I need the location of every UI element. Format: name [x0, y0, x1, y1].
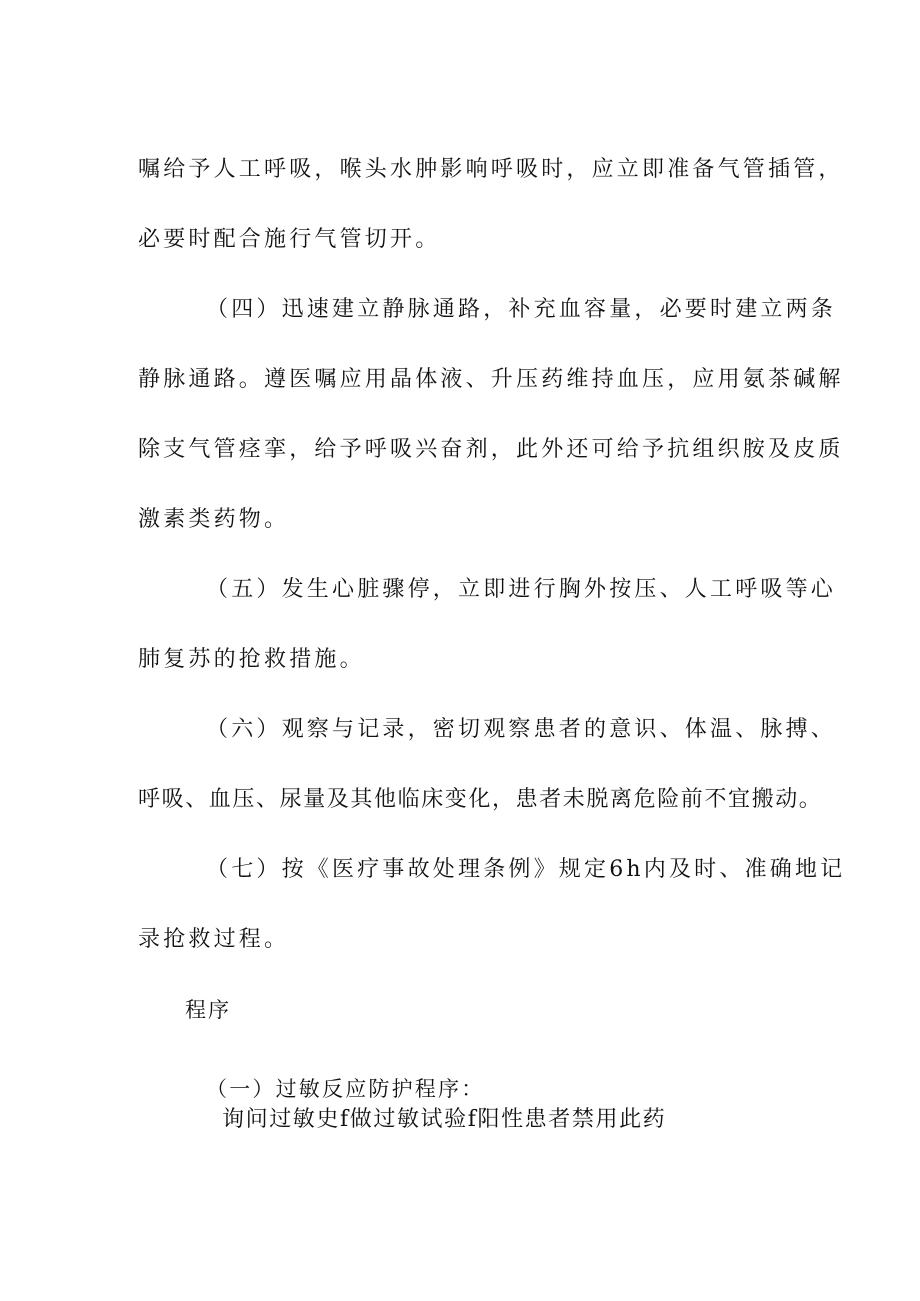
section-heading: 程序	[185, 998, 231, 1022]
text-line: （四）迅速建立静脉通路，补充血容量，必要时建立两条	[206, 297, 837, 322]
text-line: （五）发生心脏骤停，立即进行胸外按压、人工呼吸等心	[206, 577, 837, 602]
text-line: 激素类药物。	[138, 507, 290, 532]
text-line: （六）观察与记录，密切观察患者的意识、体温、脉搏、	[206, 717, 837, 742]
text-line: 录抢救过程。	[138, 927, 290, 952]
text-line: 嘱给予人工呼吸，喉头水肿影响呼吸时，应立即准备气管插管，	[138, 157, 844, 182]
procedure-flow: 询问过敏史f做过敏试验f阳性患者禁用此药	[222, 1107, 667, 1132]
text-line: 除支气管痉挛，给予呼吸兴奋剂，此外还可给予抗组织胺及皮质	[138, 437, 844, 462]
text-line: 呼吸、血压、尿量及其他临床变化，患者未脱离危险前不宜搬动。	[138, 787, 823, 812]
text-line: 必要时配合施行气管切开。	[138, 227, 441, 252]
procedure-title: （一）过敏反应防护程序：	[206, 1077, 485, 1101]
text-line: （七）按《医疗事故处理条例》规定6h内及时、准确地记	[206, 857, 846, 882]
text-line: 肺复苏的抢救措施。	[138, 647, 365, 672]
text-line: 静脉通路。遵医嘱应用晶体液、升压药维持血压，应用氨茶碱解	[138, 367, 844, 392]
